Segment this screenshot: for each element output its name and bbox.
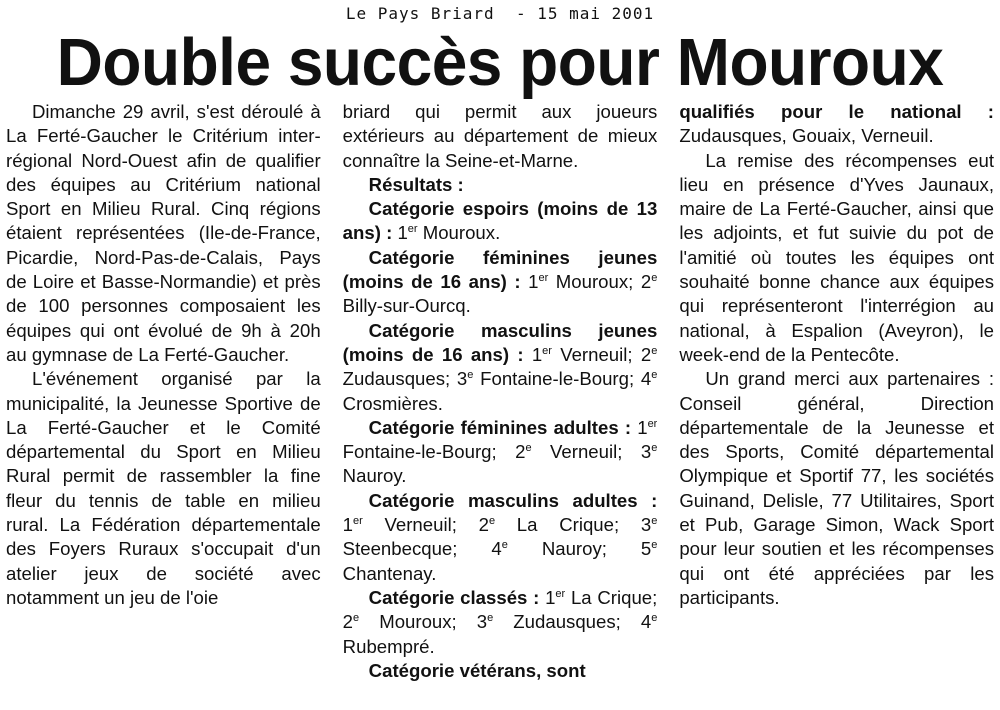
column-2 xyxy=(343,100,658,708)
category-results: 1er Verneuil; 2e Zudausques; 3e Fontaine-le-Bourg; 4e Crosmières. xyxy=(342,343,658,414)
result-category xyxy=(343,489,658,586)
category-results: 1er La Crique; 2e Mouroux; 3e Zudausques; 4e Rubempré. xyxy=(342,586,658,657)
result-category xyxy=(343,586,658,659)
category-results: Zudausques, Gouaix, Verneuil. xyxy=(679,125,934,147)
result-category xyxy=(343,319,658,416)
column-1 xyxy=(6,100,321,708)
category-title: Catégorie espoirs (moins de 13 ans) : xyxy=(342,198,658,244)
category-results: 1er Mouroux; 2e Billy-sur-Ourcq. xyxy=(342,271,658,317)
paragraph: L'événement organisé par la municipalité, la Jeunesse Sportive de La Ferté-Gaucher et le Comité départemental du Sport en Milieu Rural permit de rassembler la fine fleur du tennis de table en milieu rural. La Fédération départementale des Foyers Ruraux s'occupait d'un atelier jeux de société avec notamment un jeu de l'oie xyxy=(6,368,321,608)
paragraph: Un grand merci aux partenaires : Conseil général, Direction départementale de la Jeunesse et des Sports, Comité départemental Olympique et Sportif 77, les sociétés Guinand, Delisle, 77 Utilitaires, Sport et Pub, Garage Simon, Wack Sport pour leur soutien et les récompenses qui ont été appréciées par les participants. xyxy=(679,368,994,608)
paragraph: La remise des récompenses eut lieu en présence d'Yves Jaunaux, maire de La Ferté-Gaucher, ainsi que les adjoints, et fut suivie du pot de l'amitié où toutes les équipes ont souhaité bonne chance aux équipes qui représenteront l'interrégion au national, à Espalion (Aveyron), le week-end de la Pentecôte. xyxy=(679,149,994,365)
result-category xyxy=(343,197,658,246)
headline: Double succès pour Mouroux xyxy=(56,24,944,100)
category-title: Catégorie classés : xyxy=(368,586,546,608)
category-title: Catégorie masculins adultes : xyxy=(368,489,658,511)
results-list xyxy=(343,197,658,659)
paragraph: Dimanche 29 avril, s'est déroulé à La Ferté-Gaucher le Critérium inter-régional Nord-Ouest afin de qualifier des équipes au Critérium national Sport en Milieu Rural. Cinq régions étaient représentées (Ile-de-France, Picardie, Nord-Pas-de-Calais, Pays de Loire et Basse-Normandie) et près de 100 personnes composaient les équipes qui ont évolué de 9h à 20h au gymnase de La Ferté-Gaucher. xyxy=(6,101,321,365)
masthead: Le Pays Briard - 15 mai 2001 xyxy=(345,4,655,23)
result-category xyxy=(343,246,658,319)
category-title: qualifiés pour le national : xyxy=(679,101,994,122)
category-title: Catégorie féminines adultes : xyxy=(368,416,638,438)
category-title: Catégorie féminines jeunes (moins de 16 ans) : xyxy=(342,246,658,293)
paragraph: briard qui permit aux joueurs extérieurs au département de mieux connaître la Seine-et-Marne. xyxy=(342,101,658,171)
results-heading: Résultats : xyxy=(368,173,464,195)
category-results: 1er Fontaine-le-Bourg; 2e Verneuil; 3e Nauroy. xyxy=(342,416,658,487)
article-columns xyxy=(6,100,994,708)
column-3 xyxy=(679,100,994,708)
category-results: 1er Verneuil; 2e La Crique; 3e Steenbecque; 4e Nauroy; 5e Chantenay. xyxy=(342,514,658,584)
category-results: 1er Mouroux. xyxy=(397,222,501,244)
category-title: Catégorie masculins jeunes (moins de 16 ans) : xyxy=(342,319,658,365)
result-category xyxy=(343,416,658,489)
category-title: Catégorie vétérans, sont xyxy=(368,659,586,681)
